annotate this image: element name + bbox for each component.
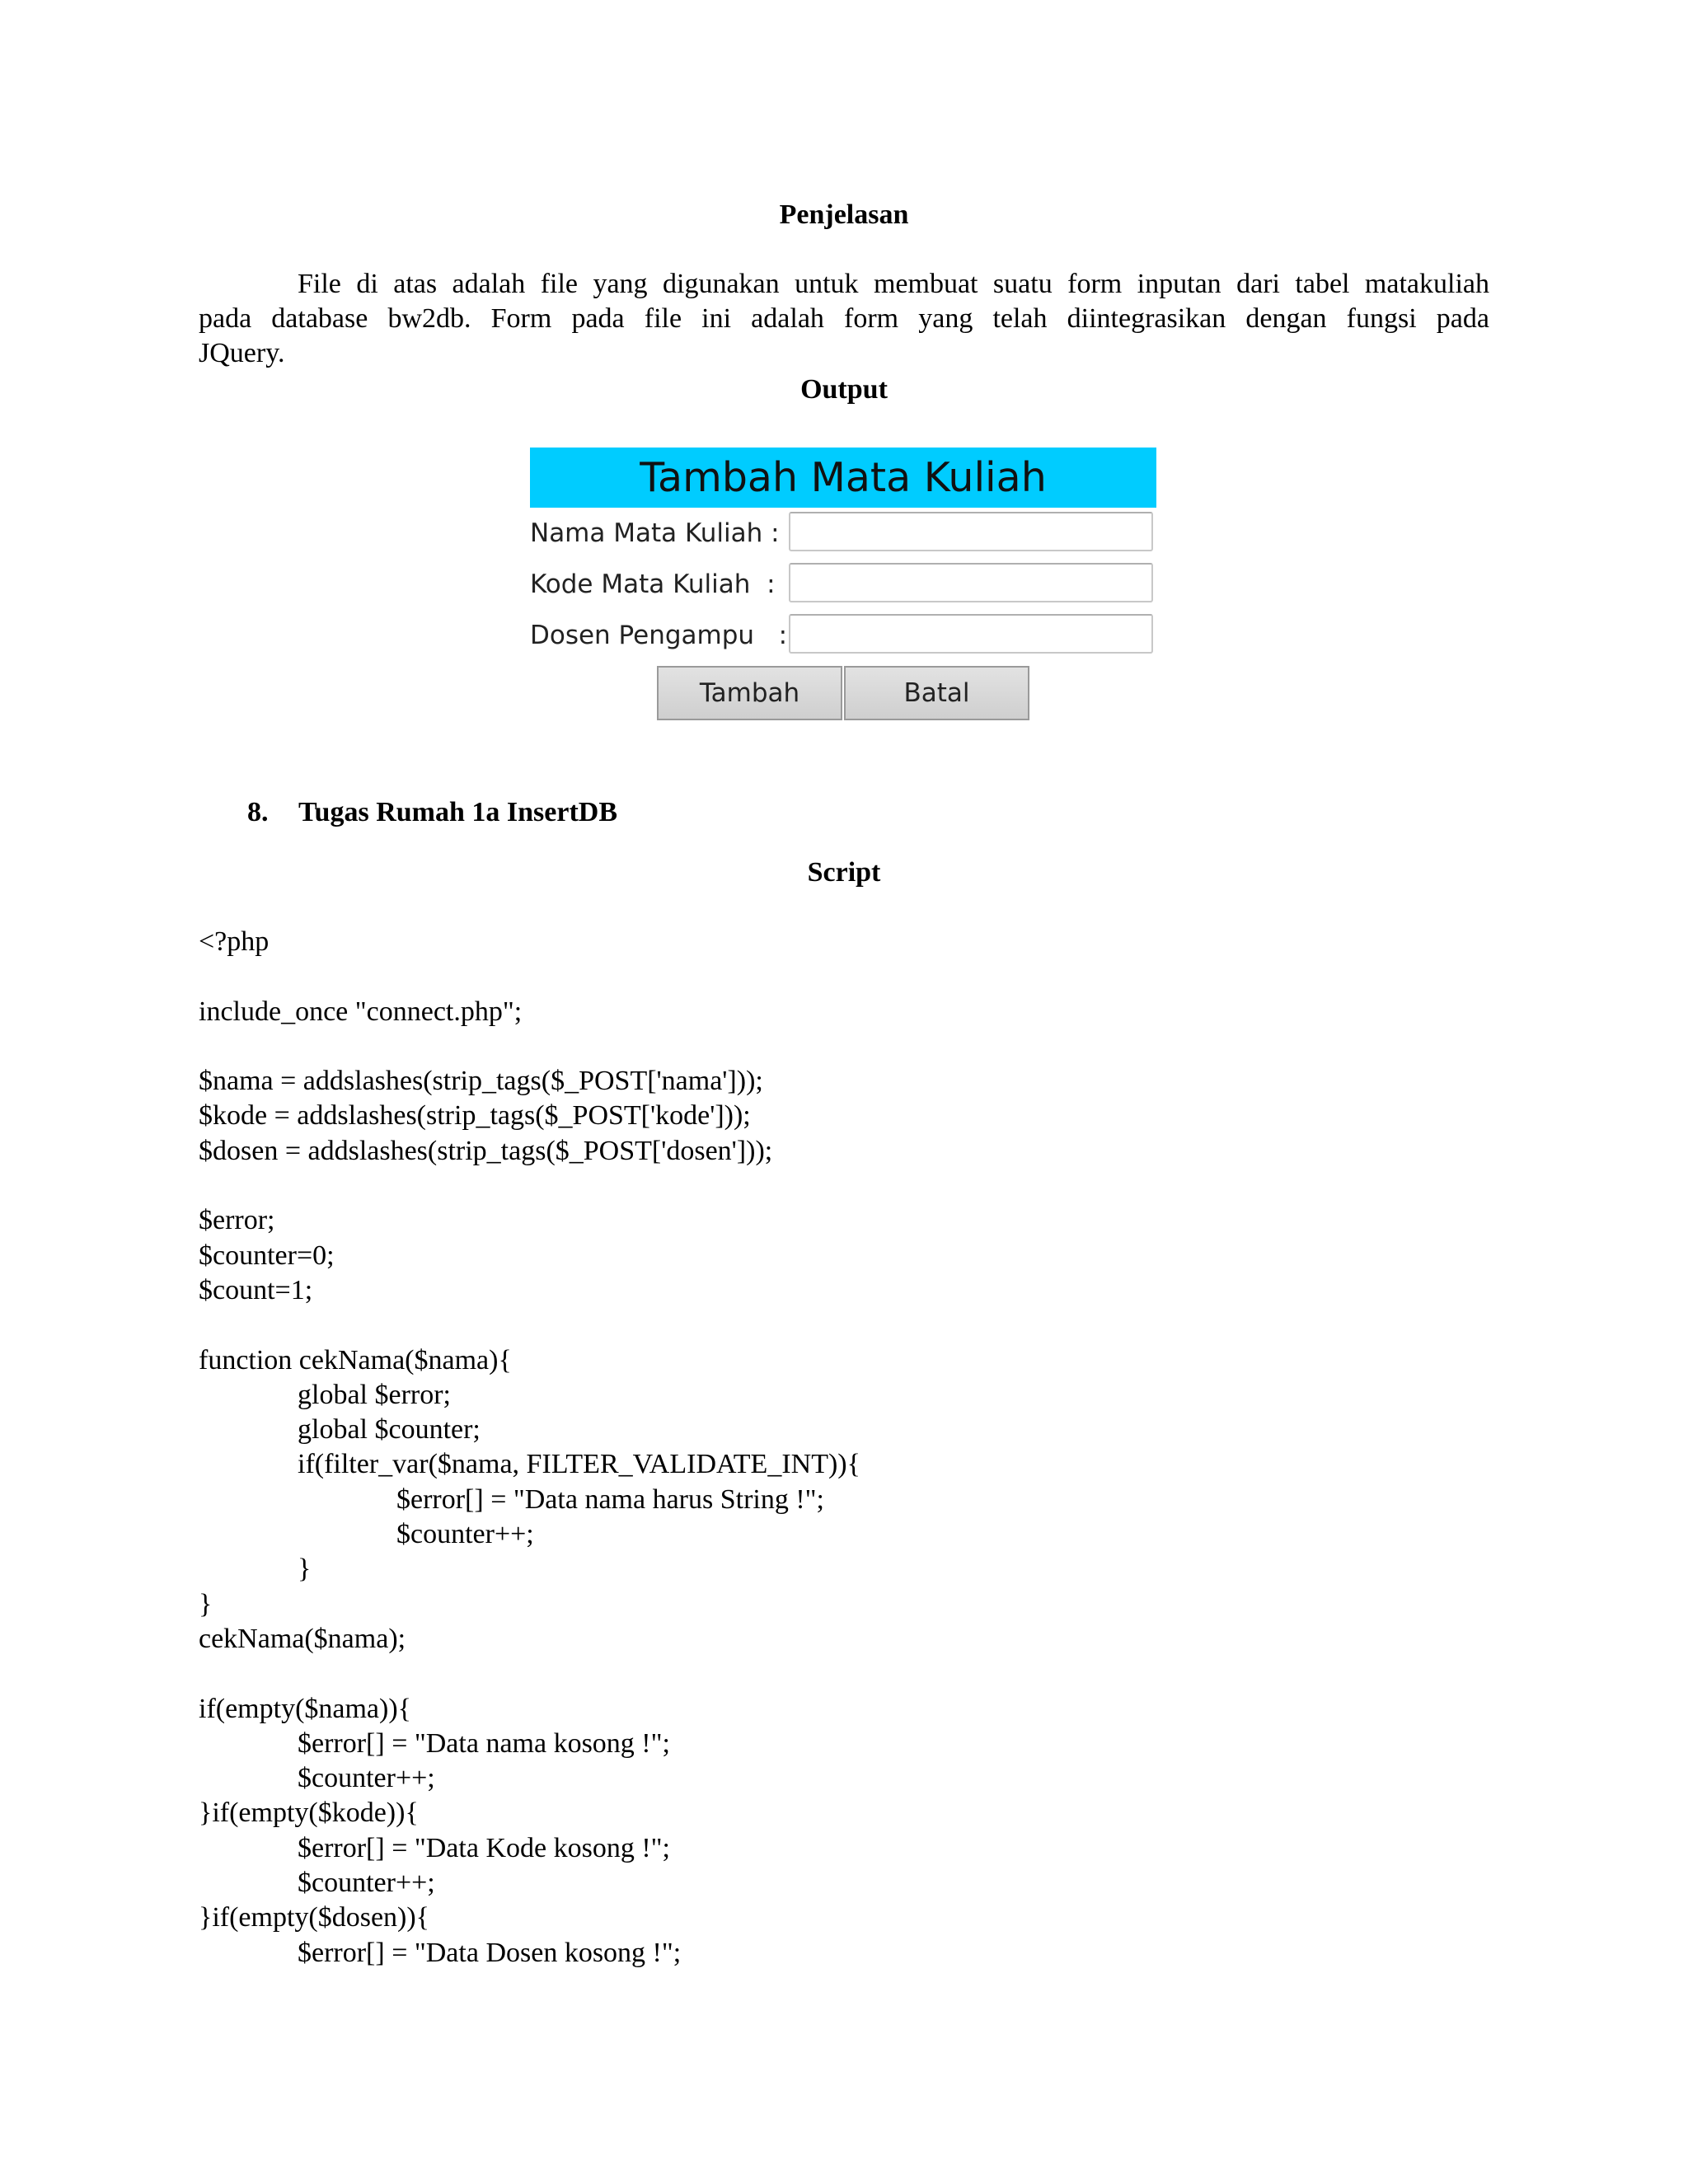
code-line: $error[] = "Data nama harus String !"; <box>396 1483 824 1515</box>
code-line: if(filter_var($nama, FILTER_VALIDATE_INT)){ <box>298 1449 860 1480</box>
code-line: $kode = addslashes(strip_tags($_POST['kode'])); <box>199 1100 751 1132</box>
output-heading: Output <box>800 374 888 405</box>
section-number: 8. <box>247 797 269 827</box>
code-line: } <box>298 1554 312 1585</box>
kode-input[interactable] <box>789 563 1153 602</box>
form-row-nama <box>530 512 1156 555</box>
code-line: $count=1; <box>199 1274 313 1305</box>
code-line <box>199 1029 1489 1064</box>
code-line <box>199 1308 1489 1343</box>
code-line: $counter++; <box>396 1519 534 1550</box>
code-line: }if(empty($kode)){ <box>199 1797 419 1829</box>
code-line: cekNama($nama); <box>199 1623 406 1654</box>
code-line: $error[] = "Data Kode kosong !"; <box>298 1832 670 1863</box>
form-row-kode <box>530 563 1156 606</box>
paragraph-line: JQuery. <box>199 338 285 368</box>
dosen-input[interactable] <box>789 614 1153 654</box>
paragraph-line: File di atas adalah file yang digunakan untuk membuat suatu form inputan dari tabel matakuliah <box>298 269 1489 299</box>
script-heading: Script <box>807 857 881 888</box>
explanation-paragraph <box>199 267 1489 371</box>
dosen-label: Dosen Pengampu : <box>530 621 788 650</box>
code-line <box>199 959 1489 994</box>
code-line: $nama = addslashes(strip_tags($_POST['nama'])); <box>199 1066 763 1097</box>
code-line: function cekNama($nama){ <box>199 1344 512 1376</box>
form-row-dosen <box>530 614 1156 657</box>
code-line: $dosen = addslashes(strip_tags($_POST['dosen'])); <box>199 1135 773 1166</box>
code-line: if(empty($nama)){ <box>199 1693 411 1724</box>
code-line: $error; <box>199 1205 275 1236</box>
output-form-screenshot <box>530 448 1156 724</box>
code-line: $counter++; <box>298 1868 435 1899</box>
code-line: $error[] = "Data nama kosong !"; <box>298 1727 670 1759</box>
section-title: Tugas Rumah 1a InsertDB <box>298 797 617 827</box>
batal-button[interactable]: Batal <box>844 666 1029 720</box>
nama-label: Nama Mata Kuliah : <box>530 518 780 548</box>
code-line: $error[] = "Data Dosen kosong !"; <box>298 1937 682 1968</box>
tambah-button[interactable]: Tambah <box>657 666 842 720</box>
code-line: <?php <box>199 926 270 957</box>
penjelasan-heading: Penjelasan <box>779 199 909 230</box>
code-line <box>199 1657 1489 1691</box>
code-line <box>199 1169 1489 1203</box>
paragraph-line: pada database bw2db. Form pada file ini adalah form yang telah diintegrasikan dengan fungsi pada <box>199 303 1489 334</box>
code-line: $counter=0; <box>199 1240 335 1271</box>
section-heading <box>247 795 617 830</box>
form-title: Tambah Mata Kuliah <box>530 448 1156 508</box>
kode-label: Kode Mata Kuliah : <box>530 569 776 599</box>
code-line: include_once "connect.php"; <box>199 996 523 1027</box>
script-code-block <box>199 925 1489 1971</box>
code-line: global $error; <box>298 1379 451 1410</box>
code-line: } <box>199 1588 213 1619</box>
nama-input[interactable] <box>789 512 1153 551</box>
code-line: global $counter; <box>298 1414 481 1446</box>
code-line: }if(empty($dosen)){ <box>199 1902 430 1933</box>
code-line: $counter++; <box>298 1763 435 1794</box>
